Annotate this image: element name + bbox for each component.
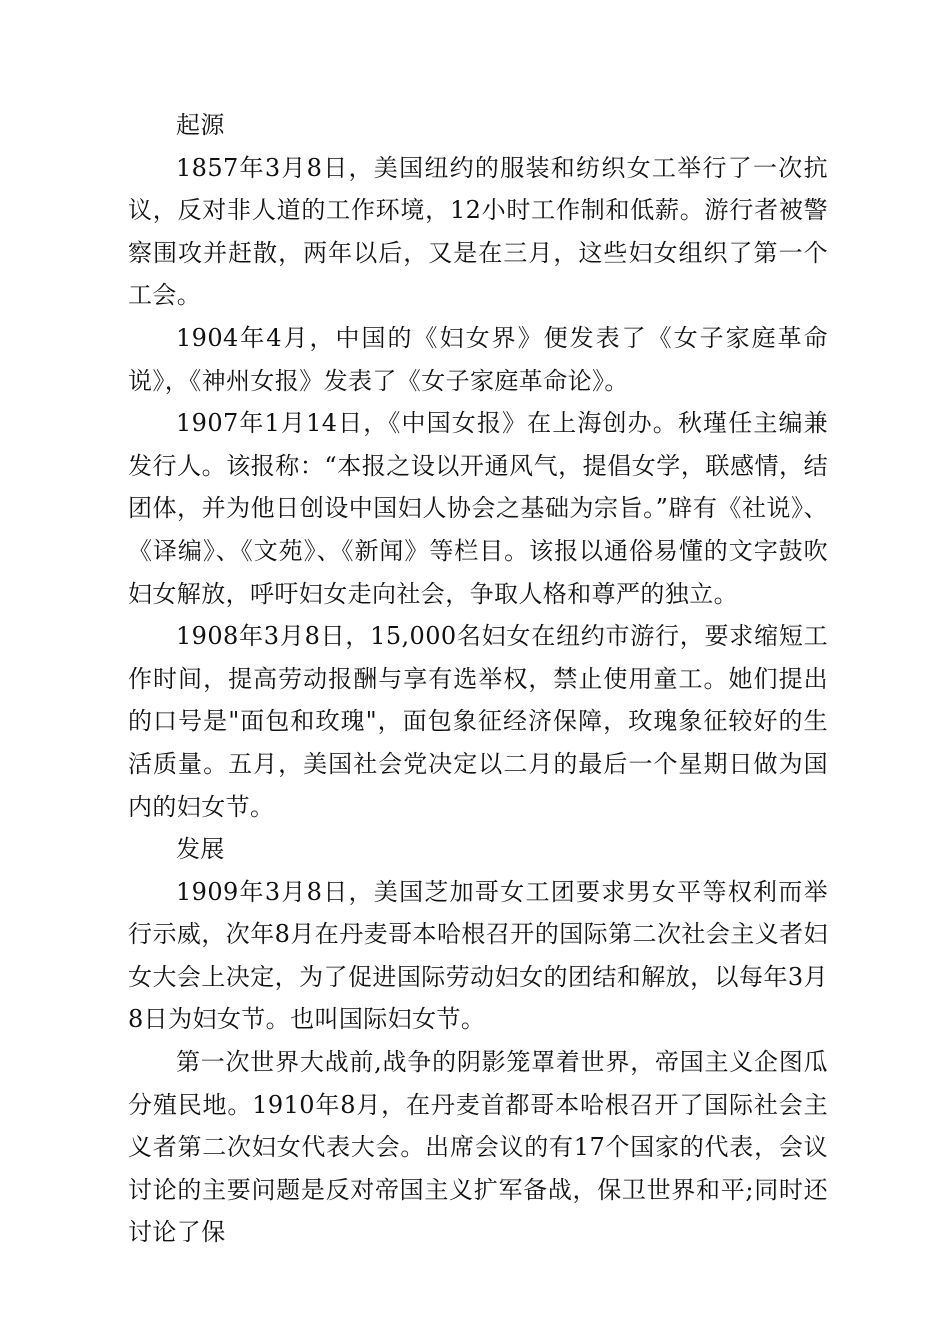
section-heading-development: 发展 bbox=[176, 835, 225, 864]
paragraph: 1908年3月8日，15,000名妇女在纽约市游行，要求缩短工作时间，提高劳动报酬与享有选举权，禁止使用童工。她们提出的口号是"面包和玫瑰"，面包象征经济保障，玫瑰象征较好的生活质量。五月，美国社会党决定以二月的最后一个星期日做为国内的妇女节。 bbox=[128, 622, 828, 821]
paragraph: 1857年3月8日，美国纽约的服装和纺织女工举行了一次抗议，反对非人道的工作环境，12小时工作制和低薪。游行者被警察围攻并赶散，两年以后，又是在三月，这些妇女组织了第一个工会。 bbox=[128, 153, 828, 310]
section-heading-origin: 起源 bbox=[176, 111, 225, 139]
document-body bbox=[128, 104, 828, 1254]
paragraph: 1907年1月14日，《中国女报》在上海创办。秋瑾任主编兼发行人。该报称：“本报之设以开通风气，提倡女学，联感情，结团体，并为他日创设中国妇人协会之基础为宗旨。”辟有《社说》、《译编》、《文苑》、《新闻》等栏目。该报以通俗易懂的文字鼓吹妇女解放，呼吁妇女走向社会，争取人格和尊严的独立。 bbox=[128, 409, 828, 608]
paragraph: 第一次世界大战前,战争的阴影笼罩着世界，帝国主义企图瓜分殖民地。1910年8月，在丹麦首都哥本哈根召开了国际社会主义者第二次妇女代表大会。出席会议的有17个国家的代表，会议讨论的主要问题是反对帝国主义扩军备战，保卫世界和平;同时还讨论了保 bbox=[128, 1048, 828, 1247]
paragraph: 1904年4月，中国的《妇女界》便发表了《女子家庭革命说》，《神州女报》发表了《女子家庭革命论》。 bbox=[128, 323, 828, 395]
paragraph: 1909年3月8日，美国芝加哥女工团要求男女平等权利而举行示威，次年8月在丹麦哥本哈根召开的国际第二次社会主义者妇女大会上决定，为了促进国际劳动妇女的团结和解放，以每年3月8日为妇女节。也叫国际妇女节。 bbox=[128, 877, 828, 1034]
